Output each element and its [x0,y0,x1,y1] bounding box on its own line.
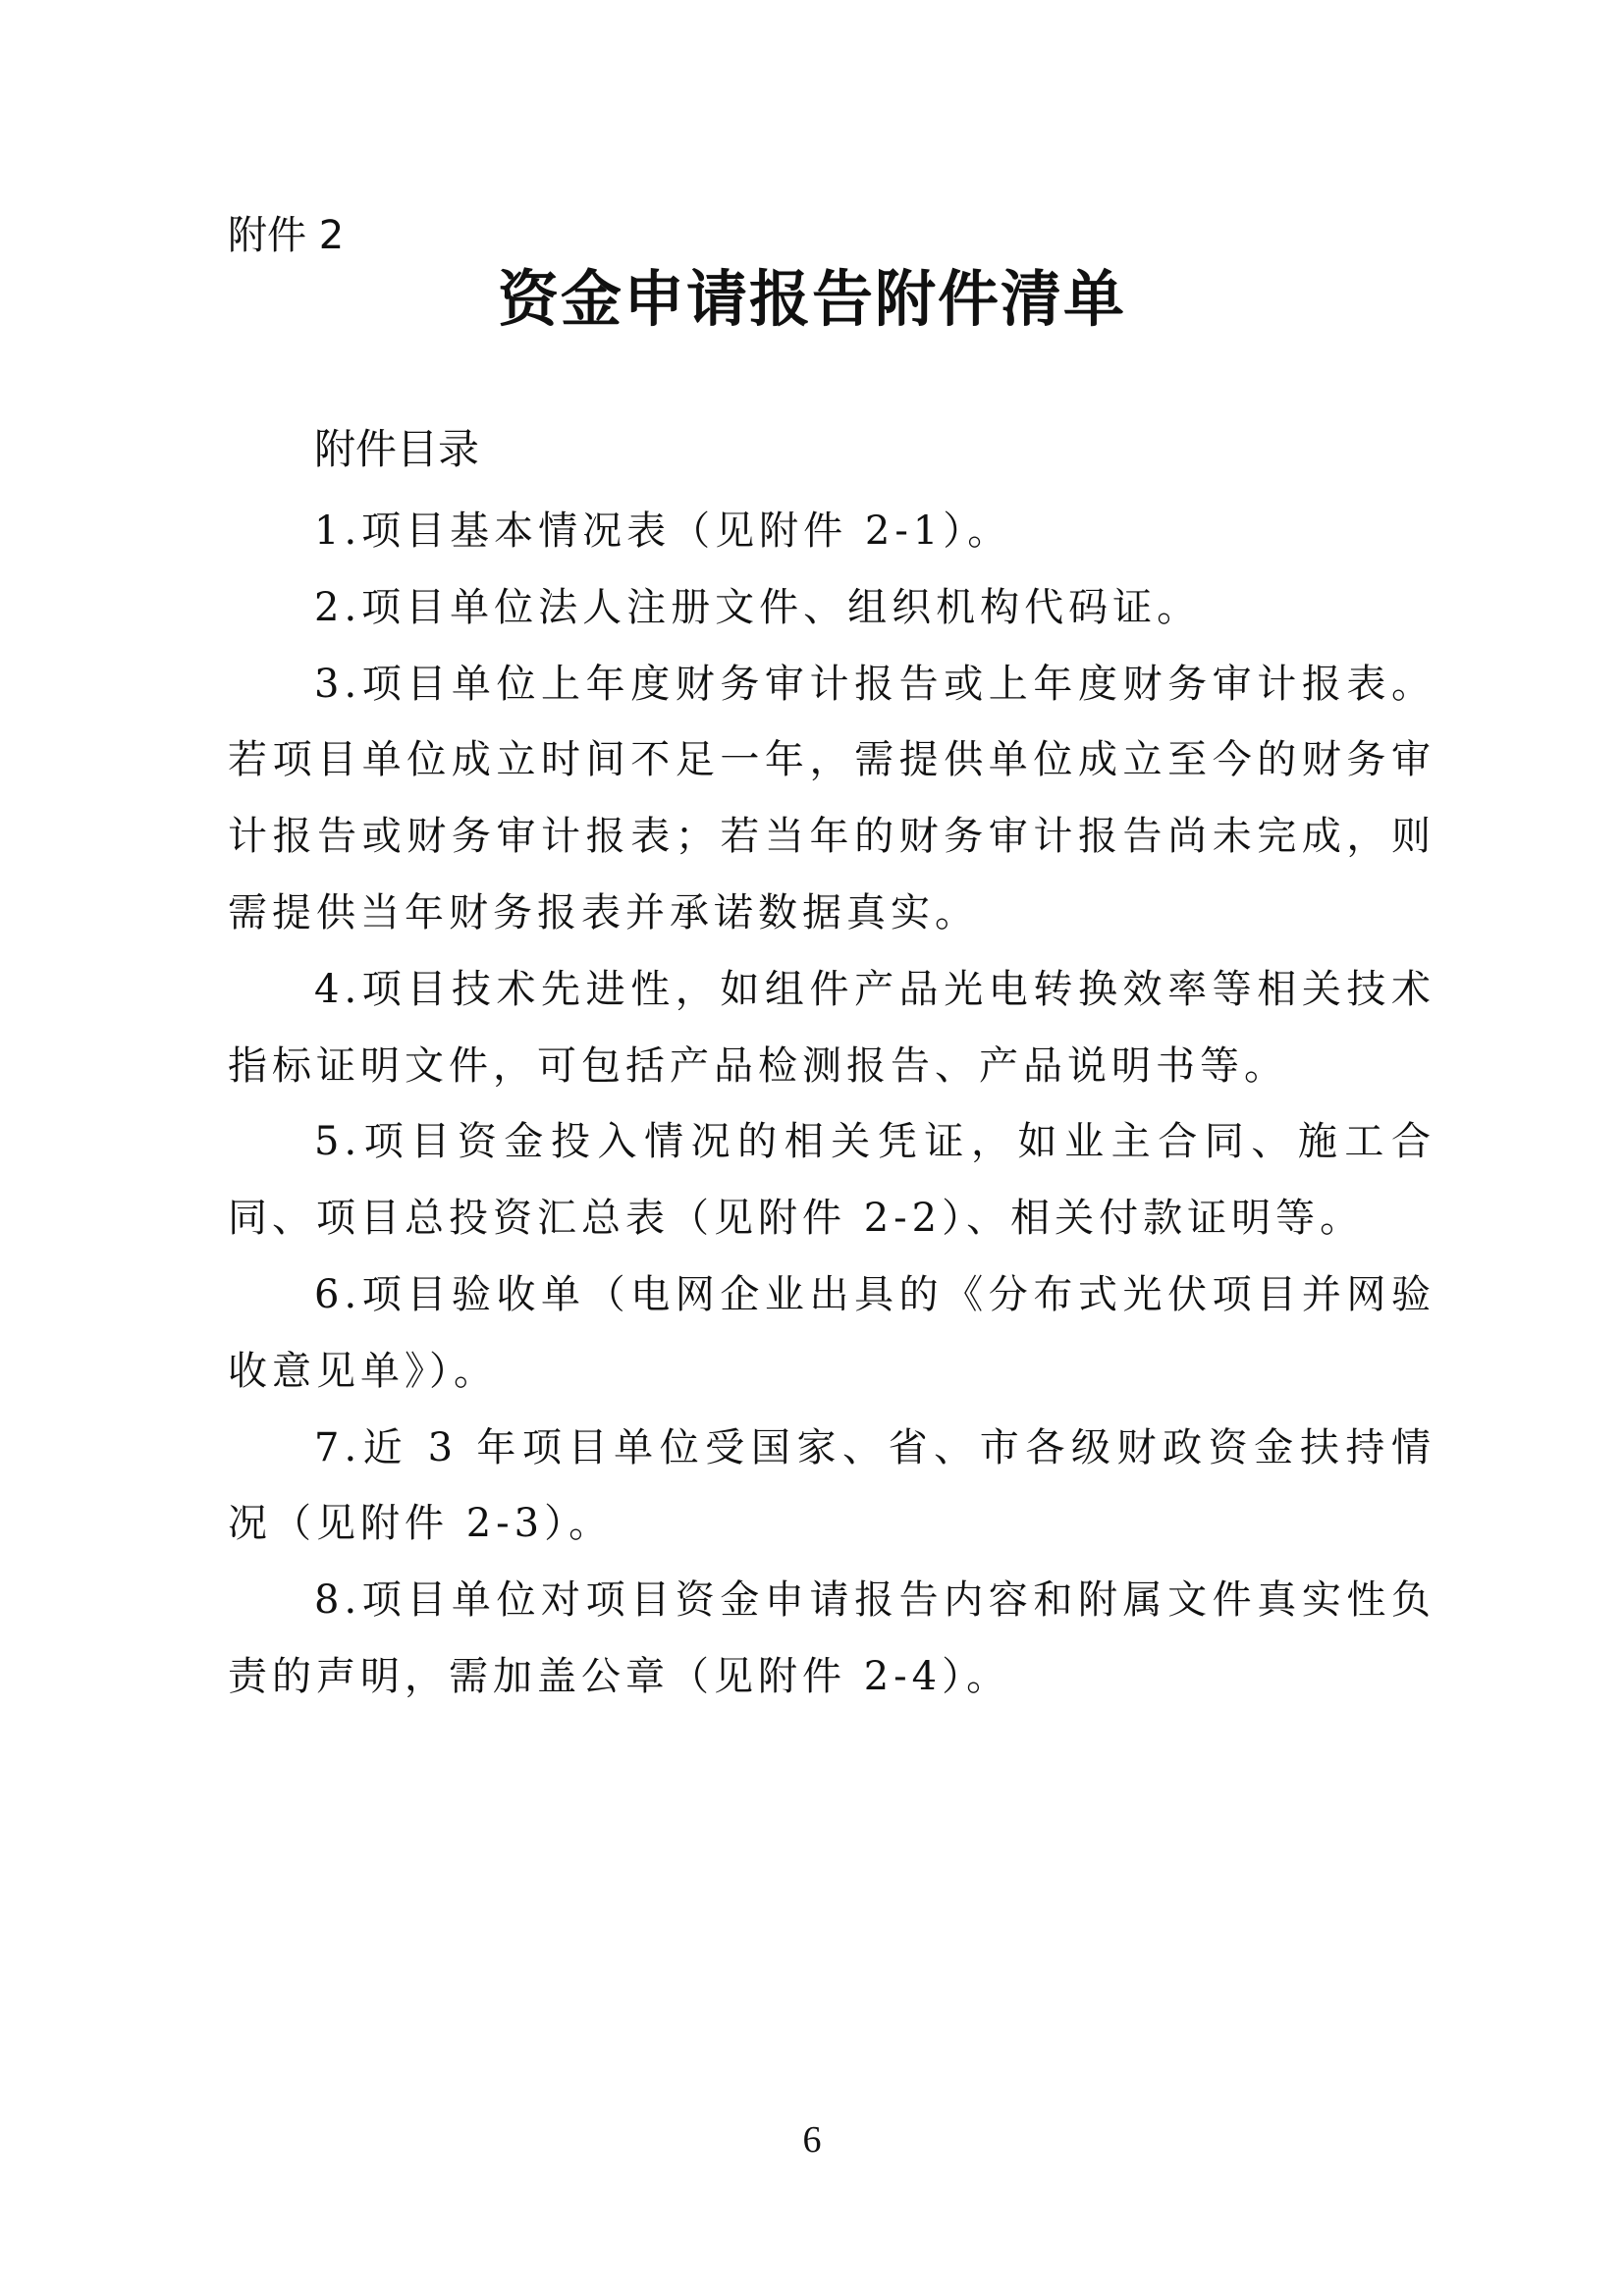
list-item: 6.项目验收单（电网企业出具的《分布式光伏项目并网验收意见单》）。 [228,1271,1435,1394]
list-item: 1.项目基本情况表（见附件 2-1）。 [314,508,1012,554]
attachment-list [228,494,1435,1716]
document-title: 资金申请报告附件清单 [497,263,1126,335]
page-number: 6 [802,2119,822,2161]
list-item: 5.项目资金投入情况的相关凭证，如业主合同、施工合同、项目总投资汇总表（见附件 2-2）、相关付款证明等。 [228,1119,1435,1242]
section-heading: 附件目录 [314,425,480,473]
list-item: 7.近 3 年项目单位受国家、省、市各级财政资金扶持情况（见附件 2-3）。 [228,1424,1435,1547]
list-item: 2.项目单位法人注册文件、组织机构代码证。 [314,584,1202,630]
list-item: 8.项目单位对项目资金申请报告内容和附属文件真实性负责的声明，需加盖公章（见附件 2-4）。 [228,1577,1435,1699]
list-item: 3.项目单位上年度财务审计报告或上年度财务审计报表。若项目单位成立时间不足一年，需提供单位成立至今的财务审计报告或财务审计报表；若当年的财务审计报告尚未完成，则需提供当年财务报表并承诺数据真实。 [228,661,1435,935]
list-item: 4.项目技术先进性，如组件产品光电转换效率等相关技术指标证明文件，可包括产品检测报告、产品说明书等。 [228,966,1435,1089]
attachment-label: 附件 2 [228,213,345,258]
